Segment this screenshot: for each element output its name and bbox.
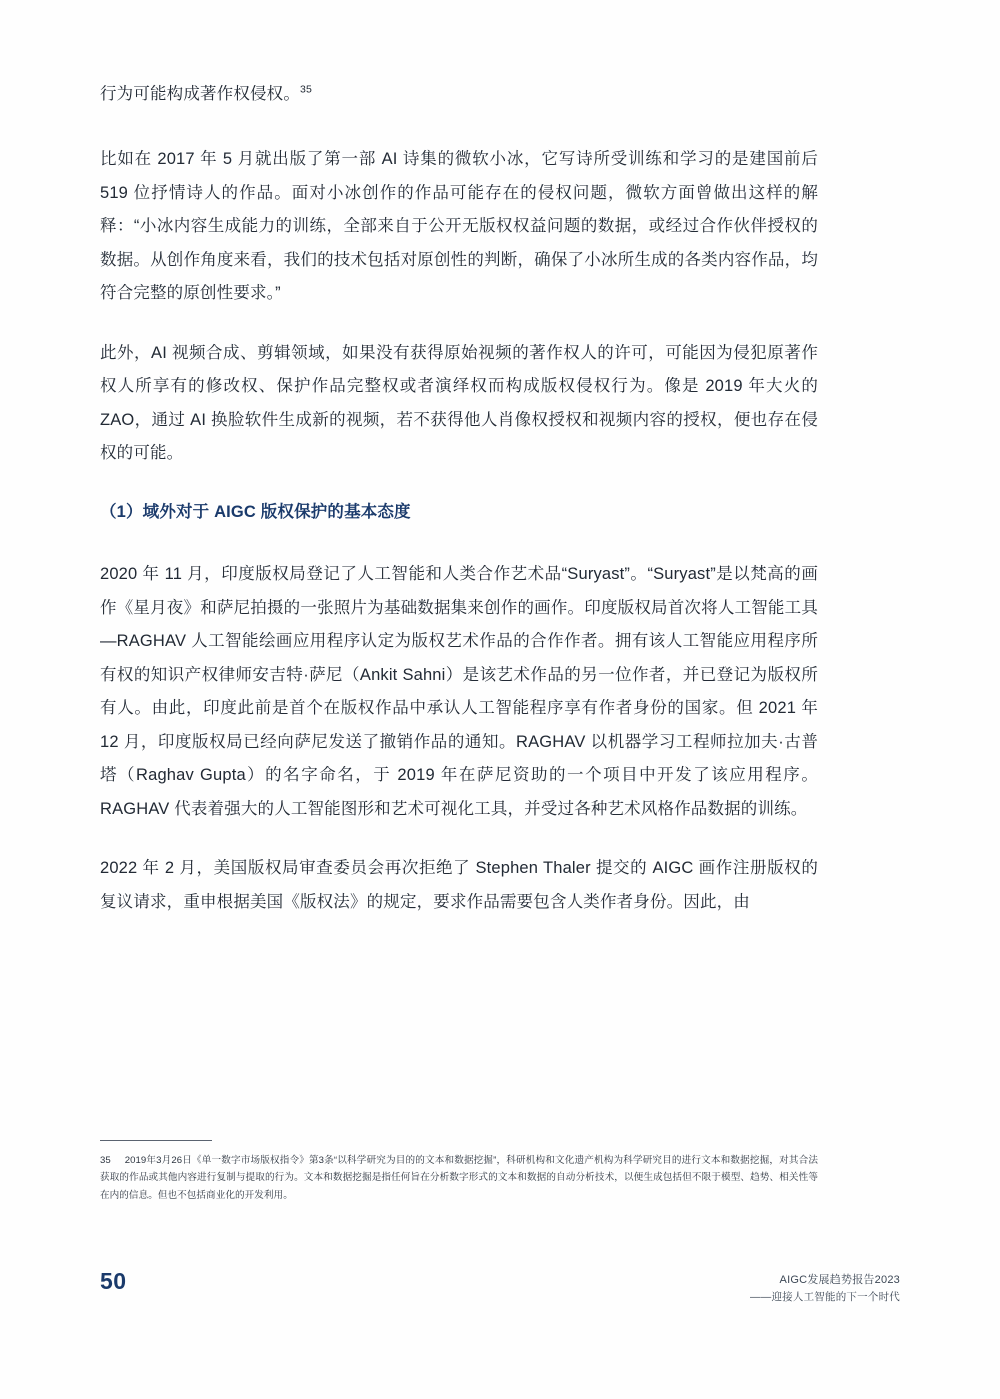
footnote-text: 2019年3月26日《单一数字市场版权指令》第3条“以科学研究为目的的文本和数据挖掘”，科研机构和文化遗产机构为科学研究目的进行文本和数据挖掘，对其合法获取的作品或其他内容进行复制与提取的行为。文本和数据挖掘是指任何旨在分析数字形式的文本和数据的自动分析技术，以便生成包括但不限于模型、趋势、相关性等在内的信息。但也不包括商业化的开发利用。 <box>100 1155 818 1201</box>
paragraph-2: 比如在 2017 年 5 月就出版了第一部 AI 诗集的微软小冰，它写诗所受训练和学习的是建国前后 519 位抒情诗人的作品。面对小冰创作的作品可能存在的侵权问题，微软方面曾做出这样的解释：“小冰内容生成能力的训练，全部来自于公开无版权权益问题的数据，或经过合作伙伴授权的数据。从创作角度来看，我们的技术包括对原创性的判断，确保了小冰所生成的各类内容作品，均符合完整的原创性要求。” <box>100 150 818 303</box>
paragraph-1 <box>100 78 818 111</box>
footnote-number: 35 <box>100 1155 111 1166</box>
footnote-marker-35: 35 <box>299 83 312 96</box>
paragraph-1-text: 行为可能构成著作权侵权。 <box>100 85 300 103</box>
paragraph-5: 2022 年 2 月，美国版权局审查委员会再次拒绝了 Stephen Thaler 提交的 AIGC 画作注册版权的复议请求，重申根据美国《版权法》的规定，要求作品需要包含人类作者身份。因此，由 <box>100 859 818 911</box>
page-content <box>100 78 818 945</box>
footnote-section <box>100 1140 818 1204</box>
footer-subtitle: ——迎接人工智能的下一个时代 <box>750 1291 900 1304</box>
paragraph-3: 此外，AI 视频合成、剪辑领域，如果没有获得原始视频的著作权人的许可，可能因为侵犯原著作权人所享有的修改权、保护作品完整权或者演绎权而构成版权侵权行为。像是 2019 年大火的 ZAO，通过 AI 换脸软件生成新的视频，若不获得他人肖像权授权和视频内容的授权，便也存在侵权的可能。 <box>100 343 818 463</box>
footer-title: AIGC发展趋势报告2023 <box>779 1274 900 1286</box>
page-number: 50 <box>100 1268 127 1294</box>
section-heading: （1）域外对于 AIGC 版权保护的基本态度 <box>100 502 411 521</box>
footnote-entry <box>100 1152 818 1204</box>
paragraph-4: 2020 年 11 月，印度版权局登记了人工智能和人类合作艺术品“Suryast”。“Suryast”是以梵高的画作《星月夜》和萨尼拍摄的一张照片为基础数据集来创作的画作。印度版权局首次将人工智能工具—RAGHAV 人工智能绘画应用程序认定为版权艺术作品的合作作者。拥有该人工智能应用程序所有权的知识产权律师安吉特·萨尼（Ankit Sahni）是该艺术作品的另一位作者，并已登记为版权所有人。由此，印度此前是首个在版权作品中承认人工智能程序享有作者身份的国家。但 2021 年 12 月，印度版权局已经向萨尼发送了撤销作品的通知。RAGHAV 以机器学习工程师拉加夫·古普塔（Raghav Gupta）的名字命名，于 2019 年在萨尼资助的一个项目中开发了该应用程序。RAGHAV 代表着强大的人工智能图形和艺术可视化工具，并受过各种艺术风格作品数据的训练。 <box>100 565 818 818</box>
footnote-divider <box>100 1140 212 1141</box>
page-footer <box>750 1272 900 1305</box>
